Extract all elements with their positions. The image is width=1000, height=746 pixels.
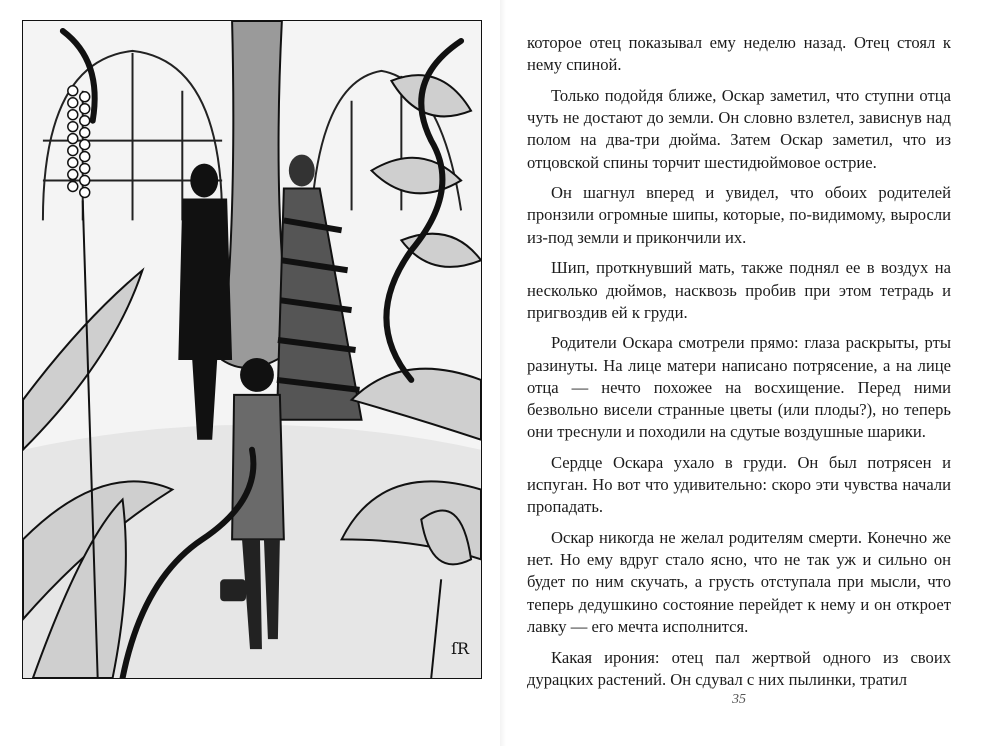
mother-figure xyxy=(277,155,362,420)
page-text xyxy=(527,32,951,699)
greenhouse-illustration xyxy=(23,21,481,678)
paragraph: Родители Оскара смотрели прямо: глаза раскрыты, рты разинуты. На лице матери написано потрясение, а на лице отца — нечто похожее на восхищение. Перед ними безвольно висели странные цветы (или плоды?), но теперь они треснули и походили на сдутые воздушные шарики. xyxy=(527,333,951,442)
page-gutter xyxy=(500,0,506,746)
page-number: 35 xyxy=(732,692,746,707)
paragraph: Шип, проткнувший мать, также поднял ее в воздух на несколько дюймов, насквозь пробив при этом тетрадь и пригвоздив ей к груди. xyxy=(527,258,951,322)
paragraph: Оскар никогда не желал родителям смерти. Конечно же нет. Но ему вдруг стало ясно, что не так уж и сильно он будет по ним скучать, а грусть отступала при мысли, что теперь дедушкино состояние перейдет к нему и он откроет лавку — его мечта исполнится. xyxy=(527,528,951,636)
paragraph: Какая ирония: отец пал жертвой одного из своих дурацких растений. Он сдувал с них пылинки, тратил xyxy=(527,647,951,689)
paragraph: Он шагнул вперед и увидел, что обоих родителей пронзили огромные шипы, которые, по-видимому, выросли из-под земли и прикончили их. xyxy=(527,183,951,247)
father-figure xyxy=(178,164,232,440)
artist-signature: ſR xyxy=(451,639,470,659)
paragraph: Только подойдя ближе, Оскар заметил, что ступни отца чуть не достают до земли. Он словно взлетел, зависнув над полом на два-три дюйма. Затем Оскар заметил, что из отцовской спины торчит шестидюймовое острие. xyxy=(527,85,951,172)
paragraph: которое отец показывал ему неделю назад. Отец стоял к нему спиной. xyxy=(527,33,951,75)
paragraph: Сердце Оскара ухало в груди. Он был потрясен и испуган. Но вот что удивительно: скоро эти чувства начали пропадать. xyxy=(527,452,951,517)
illustration xyxy=(22,20,482,679)
